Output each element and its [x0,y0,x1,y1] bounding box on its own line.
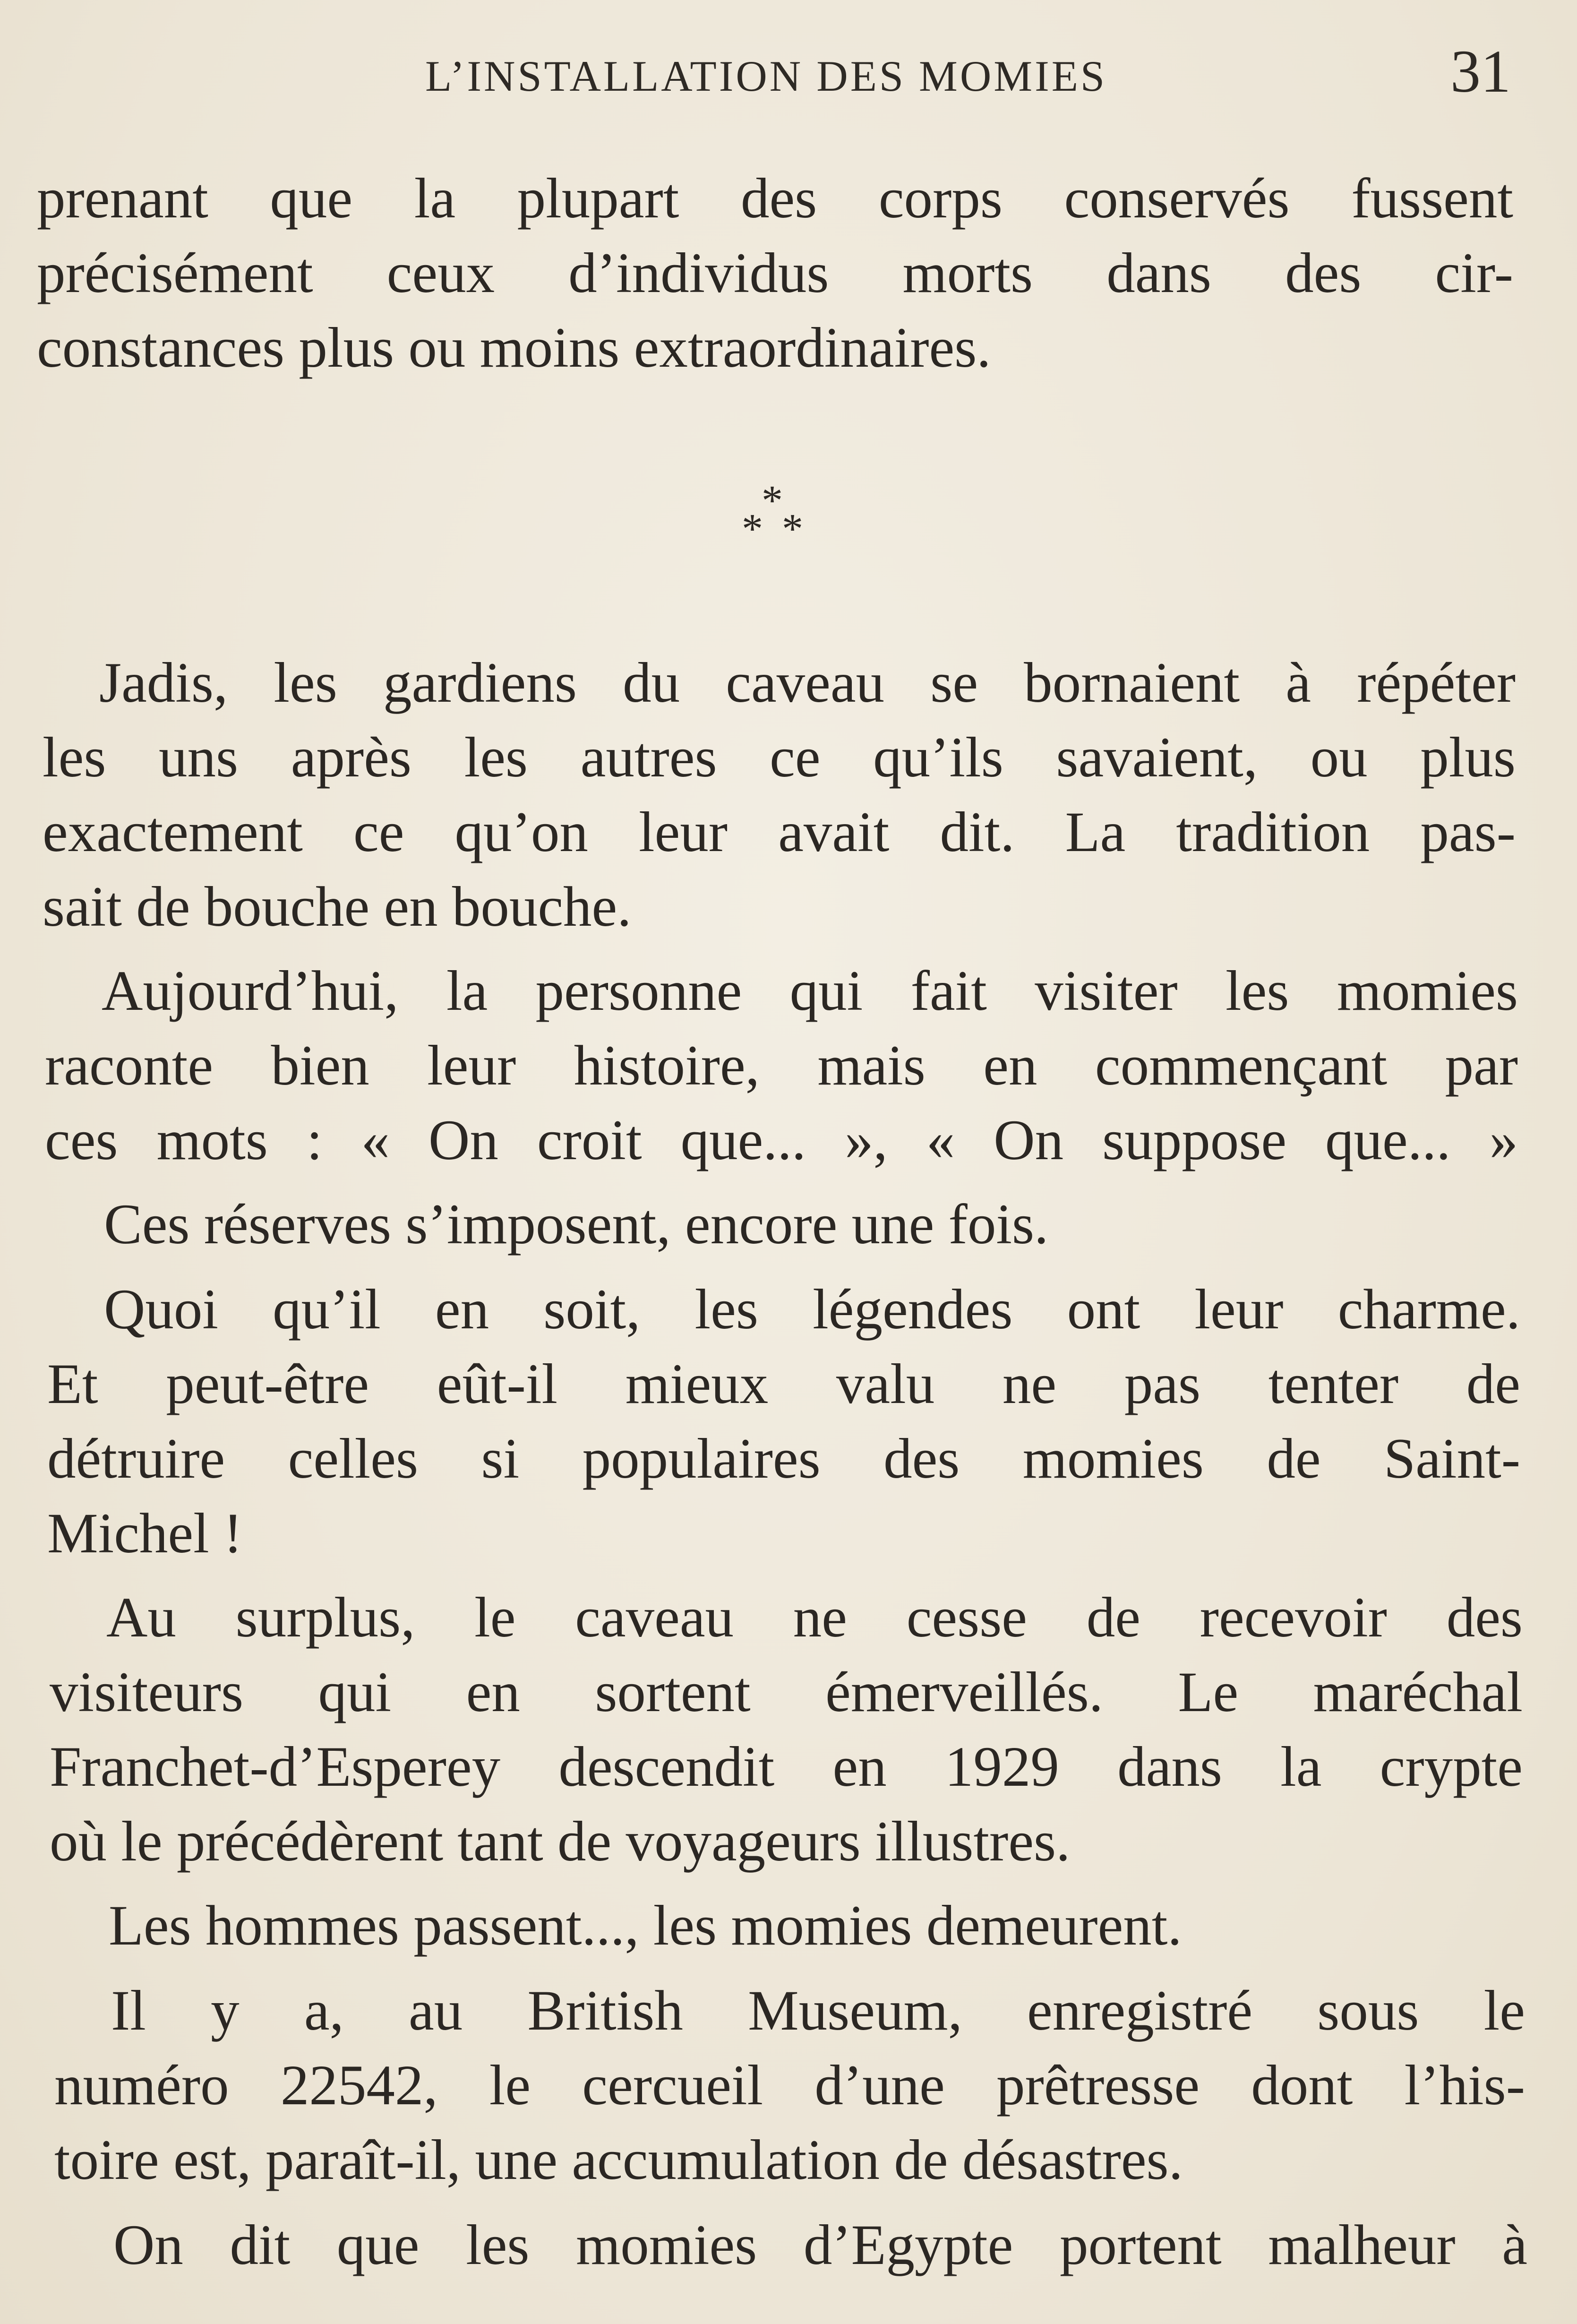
text-line: prenant que la plupart des corps conservés fussent [37,167,1513,230]
text-line: Les hommes passent..., les momies demeurent. [109,1894,1182,1957]
text-line: Ces réserves s’imposent, encore une fois. [104,1193,1049,1256]
running-title: L’INSTALLATION DES MOMIES [425,52,1107,100]
text-line: visiteurs qui en sortent émerveillés. Le maréchal [50,1661,1523,1724]
text-line: sait de bouche en bouche. [43,875,632,938]
text-line: Jadis, les gardiens du caveau se bornaient à répéter [99,651,1516,714]
text-line: toire est, paraît-il, une accumulation de désastres. [54,2128,1183,2192]
text-line: raconte bien leur histoire, mais en commençant par [45,1034,1518,1097]
text-line: numéro 22542, le cercueil d’une prêtresse dont l’his- [54,2054,1525,2117]
section-separator [737,475,808,552]
text-line: Franchet-d’Esperey descendit en 1929 dans la crypte [50,1735,1523,1799]
separator-asterisk: * [742,506,763,552]
text-line: les uns après les autres ce qu’ils savaient, ou plus [43,726,1516,789]
separator-asterisk: * [782,506,803,552]
text-line: exactement ce qu’on leur avait dit. La tradition pas- [43,800,1516,864]
text-line: Quoi qu’il en soit, les légendes ont leur charme. [104,1278,1520,1341]
text-line: On dit que les momies d’Egypte portent malheur à [113,2213,1527,2277]
text-line: détruire celles si populaires des momies de Saint- [47,1427,1520,1490]
text-line: Et peut-être eût-il mieux valu ne pas tenter de [47,1352,1520,1416]
page-number: 31 [1450,38,1511,105]
text-line: précisément ceux d’individus morts dans des cir- [37,241,1513,305]
text-line: Il y a, au British Museum, enregistré sous le [111,1979,1525,2042]
text-line: constances plus ou moins extraordinaires. [37,316,991,379]
text-line: où le précédèrent tant de voyageurs illustres. [50,1810,1071,1873]
text-line: ces mots : « On croit que... », « On suppose que... » [45,1109,1518,1172]
text-line: Michel ! [47,1502,243,1565]
separator-asterisk: * [762,477,783,524]
running-head [0,37,1577,108]
text-line: Au surplus, le caveau ne cesse de recevoir des [106,1586,1523,1649]
text-line: Aujourd’hui, la personne qui fait visiter les momies [102,959,1518,1023]
